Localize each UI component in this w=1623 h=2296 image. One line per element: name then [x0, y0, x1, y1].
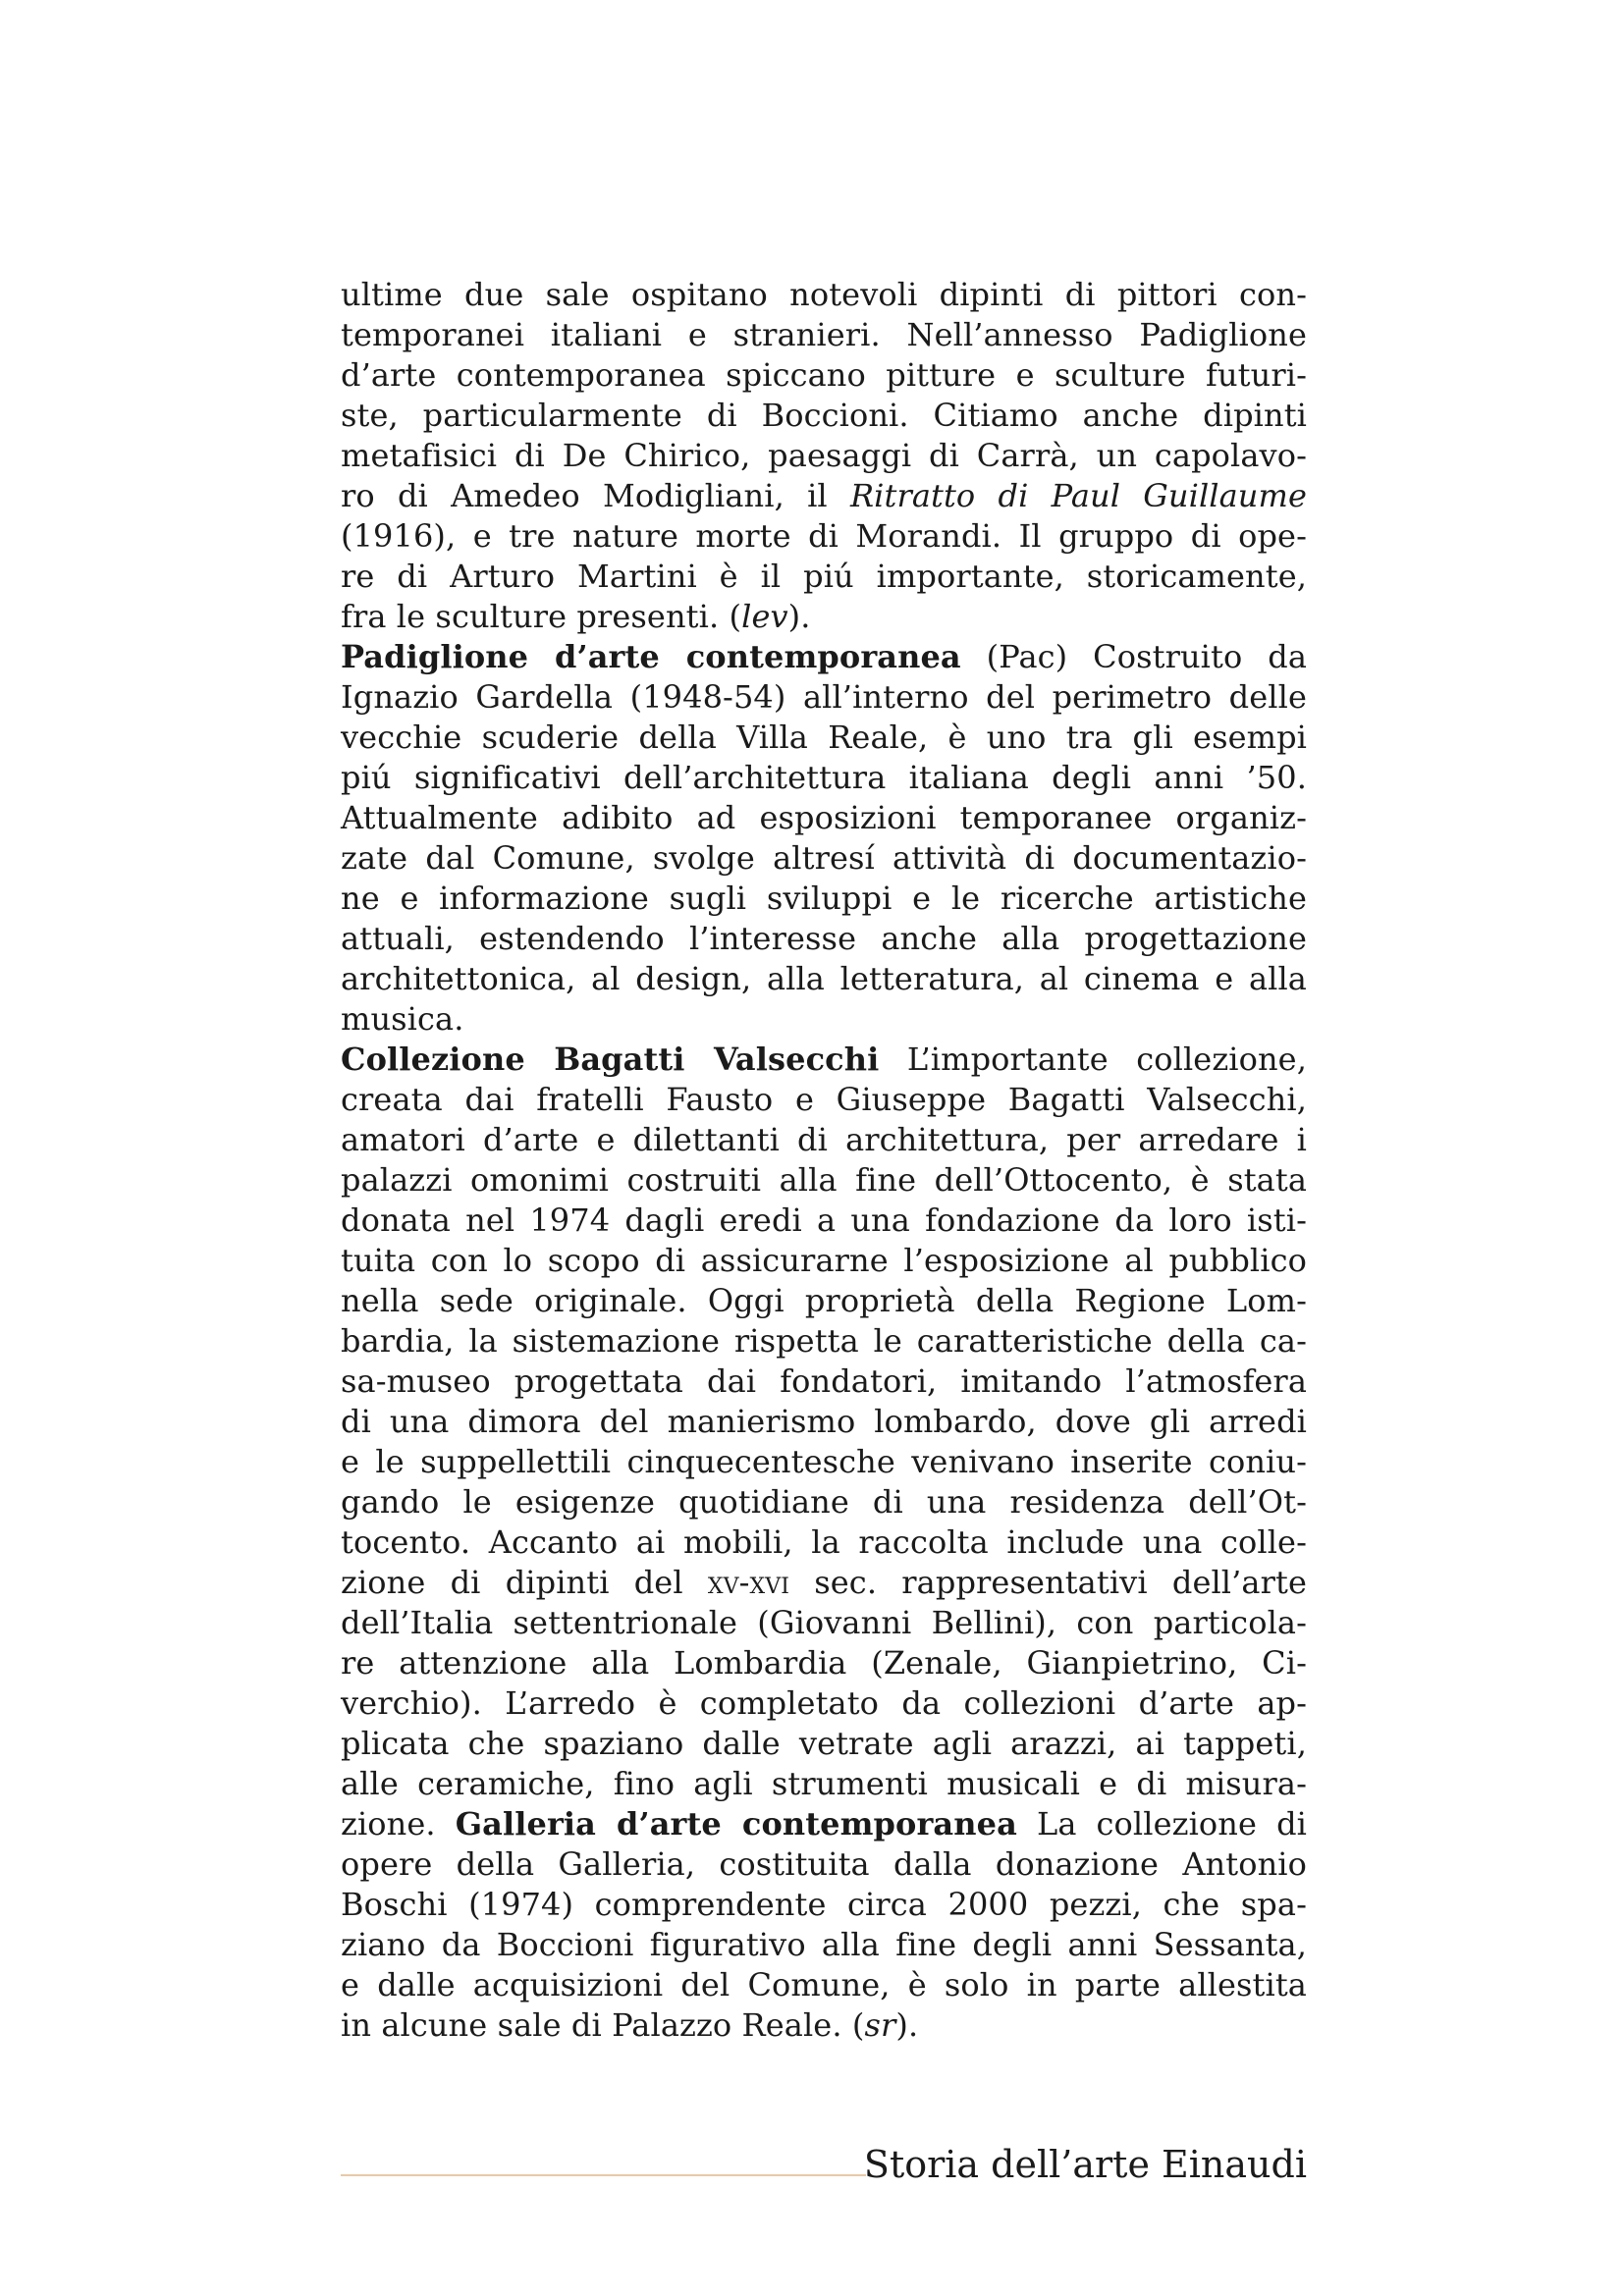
- entry-heading: Collezione Bagatti Valsecchi: [341, 1041, 880, 1078]
- text-line: [341, 1724, 1307, 1764]
- text-run: (1916), e tre nature morte di Morandi. Il gruppo di ope-: [341, 517, 1307, 555]
- text-line: [341, 1522, 1307, 1563]
- text-line: [341, 1603, 1307, 1643]
- text-run: donata nel 1974 dagli eredi a una fondazione da loro isti-: [341, 1201, 1307, 1239]
- text-line: [341, 1160, 1307, 1201]
- text-line: [341, 1040, 1307, 1080]
- text-line: [341, 1402, 1307, 1442]
- text-run: ziano da Boccioni figurativo alla fine degli anni Sessanta,: [341, 1926, 1307, 1963]
- text-run: dell’Italia settentrionale (Giovanni Bellini), con particola-: [341, 1604, 1307, 1641]
- text-run: verchio). L’arredo è completato da collezioni d’arte ap-: [341, 1684, 1307, 1722]
- entry-heading: Galleria d’arte contemporanea: [455, 1805, 1017, 1842]
- text-run: opere della Galleria, costituita dalla donazione Antonio: [341, 1845, 1307, 1883]
- text-run: plicata che spaziano dalle vetrate agli arazzi, ai tappeti,: [341, 1725, 1307, 1762]
- text-run: creata dai fratelli Fausto e Giuseppe Bagatti Valsecchi,: [341, 1081, 1307, 1118]
- page-footer: [341, 2130, 1307, 2189]
- text-run: attuali, estendendo l’interesse anche alla progettazione: [341, 920, 1307, 957]
- text-line: [341, 597, 1307, 637]
- text-line: [341, 355, 1307, 396]
- text-line: [341, 1080, 1307, 1120]
- text-run: ultime due sale ospitano notevoli dipinti di pittori con-: [341, 276, 1307, 313]
- text-line: [341, 758, 1307, 798]
- text-line: [341, 637, 1307, 677]
- text-run: gando le esigenze quotidiane di una residenza dell’Ot-: [341, 1483, 1307, 1521]
- italic-text: lev: [741, 598, 788, 635]
- text-run: piú significativi dell’architettura italiana degli anni ’50.: [341, 759, 1307, 796]
- text-line: [341, 1683, 1307, 1724]
- text-run: re di Arturo Martini è il piú importante, storicamente,: [341, 558, 1307, 595]
- text-run: ro di Amedeo Modigliani, il: [341, 477, 850, 514]
- italic-text: Ritratto di Paul Guillaume: [849, 477, 1307, 514]
- text-line: [341, 557, 1307, 597]
- body-text: [341, 275, 1307, 2046]
- text-run: amatori d’arte e dilettanti di architettura, per arredare i: [341, 1121, 1307, 1158]
- text-run: ).: [787, 598, 811, 635]
- text-line: [341, 1844, 1307, 1885]
- text-line: [341, 999, 1307, 1040]
- text-run: re attenzione alla Lombardia (Zenale, Gianpietrino, Ci-: [341, 1644, 1307, 1682]
- text-line: [341, 315, 1307, 355]
- text-run: ).: [895, 2006, 919, 2044]
- text-line: [341, 396, 1307, 436]
- text-run: metafisici di De Chirico, paesaggi di Carrà, un capolavo-: [341, 437, 1307, 474]
- text-run: zate dal Comune, svolge altresí attività di documentazio-: [341, 839, 1307, 877]
- text-line: [341, 959, 1307, 999]
- text-line: [341, 1281, 1307, 1321]
- footer-title: Storia dell’arte Einaudi: [863, 2143, 1307, 2186]
- small-caps-text: xv-xvi: [707, 1564, 790, 1601]
- text-run: Ignazio Gardella (1948-54) all’interno del perimetro delle: [341, 678, 1307, 716]
- text-run: musica.: [341, 1000, 464, 1038]
- text-line: [341, 1764, 1307, 1804]
- text-run: nella sede originale. Oggi proprietà della Regione Lom-: [341, 1282, 1307, 1319]
- text-line: [341, 838, 1307, 879]
- text-run: ste, particularmente di Boccioni. Citiamo anche dipinti: [341, 397, 1307, 434]
- text-line: [341, 1482, 1307, 1522]
- text-line: [341, 1362, 1307, 1402]
- text-line: [341, 798, 1307, 838]
- text-line: [341, 275, 1307, 315]
- text-line: [341, 476, 1307, 516]
- text-run: zione.: [341, 1805, 456, 1842]
- text-line: [341, 919, 1307, 959]
- footer-rule: [341, 2174, 866, 2176]
- text-run: ne e informazione sugli sviluppi e le ricerche artistiche: [341, 880, 1307, 917]
- text-run: (Pac) Costruito da: [960, 638, 1307, 675]
- text-run: vecchie scuderie della Villa Reale, è uno tra gli esempi: [341, 719, 1307, 756]
- italic-text: sr: [864, 2006, 896, 2044]
- text-line: [341, 1563, 1307, 1603]
- text-line: [341, 2005, 1307, 2046]
- text-line: [341, 1241, 1307, 1281]
- text-run: e dalle acquisizioni del Comune, è solo in parte allestita: [341, 1966, 1307, 2003]
- text-run: di una dimora del manierismo lombardo, dove gli arredi: [341, 1403, 1307, 1440]
- text-run: d’arte contemporanea spiccano pitture e sculture futuri-: [341, 356, 1307, 394]
- text-run: architettonica, al design, alla letteratura, al cinema e alla: [341, 960, 1307, 997]
- text-run: in alcune sale di Palazzo Reale. (: [341, 2006, 865, 2044]
- text-line: [341, 1965, 1307, 2005]
- text-line: [341, 1201, 1307, 1241]
- text-line: [341, 1885, 1307, 1925]
- text-run: tocento. Accanto ai mobili, la raccolta include una colle-: [341, 1523, 1307, 1561]
- text-run: Attualmente adibito ad esposizioni temporanee organiz-: [341, 799, 1307, 836]
- text-run: La collezione di: [1016, 1805, 1307, 1842]
- text-line: [341, 1321, 1307, 1362]
- text-line: [341, 1804, 1307, 1844]
- text-line: [341, 1925, 1307, 1965]
- text-run: sa-museo progettata dai fondatori, imitando l’atmosfera: [341, 1362, 1307, 1400]
- text-run: tuita con lo scopo di assicurarne l’esposizione al pubblico: [341, 1242, 1307, 1279]
- text-run: sec. rappresentativi dell’arte: [789, 1564, 1307, 1601]
- text-line: [341, 1643, 1307, 1683]
- text-run: L’importante collezione,: [879, 1041, 1307, 1078]
- text-run: bardia, la sistemazione rispetta le caratteristiche della ca-: [341, 1322, 1307, 1360]
- text-line: [341, 879, 1307, 919]
- text-run: zione di dipinti del: [341, 1564, 708, 1601]
- text-line: [341, 436, 1307, 476]
- text-line: [341, 677, 1307, 718]
- text-run: palazzi omonimi costruiti alla fine dell’Ottocento, è stata: [341, 1161, 1307, 1199]
- entry-heading: Padiglione d’arte contemporanea: [341, 638, 961, 675]
- text-line: [341, 516, 1307, 557]
- text-run: temporanei italiani e stranieri. Nell’annesso Padiglione: [341, 316, 1307, 353]
- text-run: fra le sculture presenti. (: [341, 598, 742, 635]
- text-line: [341, 718, 1307, 758]
- text-run: Boschi (1974) comprendente circa 2000 pezzi, che spa-: [341, 1886, 1307, 1923]
- text-line: [341, 1120, 1307, 1160]
- text-line: [341, 1442, 1307, 1482]
- text-run: e le suppellettili cinquecentesche venivano inserite coniu-: [341, 1443, 1307, 1480]
- text-run: alle ceramiche, fino agli strumenti musicali e di misura-: [341, 1765, 1307, 1802]
